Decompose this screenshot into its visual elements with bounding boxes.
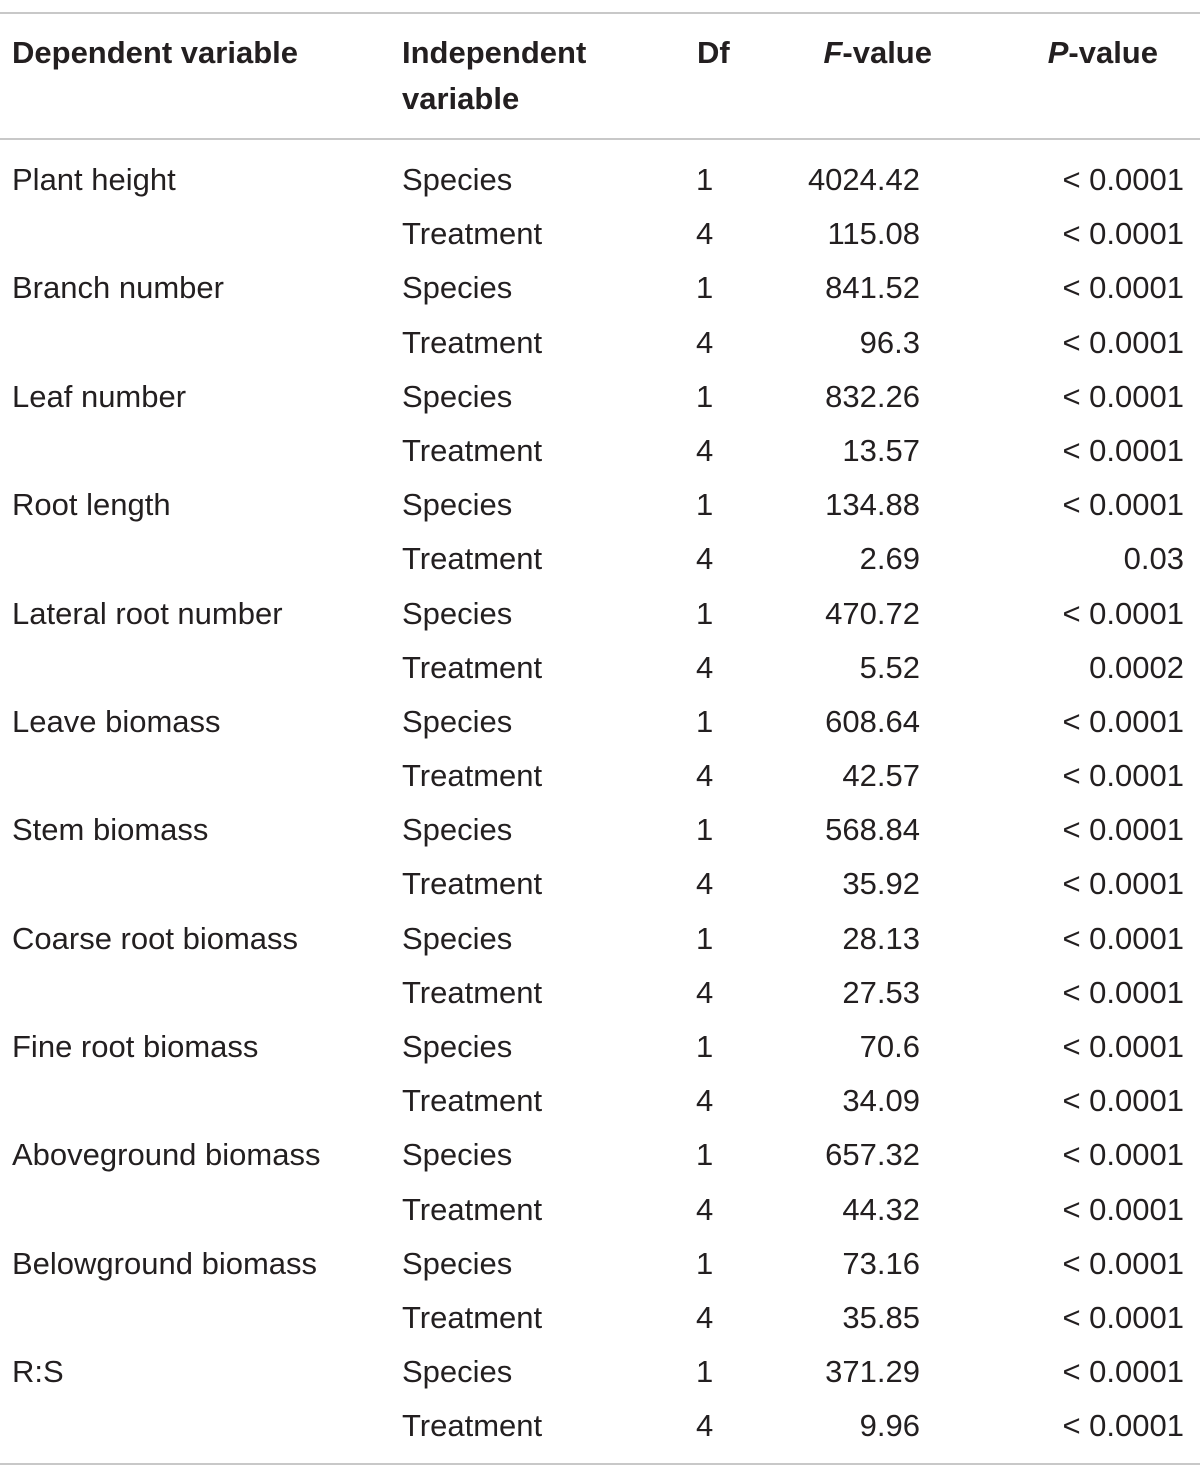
cell-f-value: 13.57	[842, 432, 920, 468]
cell-p-value: < 0.0001	[1062, 812, 1184, 848]
cell-p-value: < 0.0001	[1062, 1029, 1184, 1064]
table-row	[0, 1128, 1200, 1182]
cell-f-value: 42.57	[842, 758, 920, 794]
table-row	[0, 1291, 1200, 1345]
cell-p-value: < 0.0001	[1062, 1354, 1184, 1390]
cell-f-value: 371.29	[825, 1354, 920, 1390]
cell-independent-variable: Species	[402, 378, 513, 414]
cell-independent-variable: Species	[402, 487, 513, 523]
cell-df: 4	[696, 1408, 714, 1444]
table-row	[0, 587, 1200, 641]
cell-f-value: 2.69	[859, 541, 920, 577]
table-row	[0, 857, 1200, 911]
cell-dependent-variable: Leave biomass	[12, 703, 221, 739]
table-row	[0, 695, 1200, 749]
header-independent-line1: Independent	[402, 35, 587, 70]
header-independent-variable	[402, 30, 642, 122]
cell-f-value: 35.92	[842, 866, 920, 902]
cell-f-value: 34.09	[842, 1083, 920, 1119]
cell-p-value: < 0.0001	[1062, 1408, 1184, 1444]
cell-independent-variable: Treatment	[402, 974, 543, 1010]
header-dependent-variable: Dependent variable	[12, 35, 298, 70]
header-f-rest: -value	[842, 35, 932, 70]
cell-dependent-variable: Aboveground biomass	[12, 1137, 321, 1173]
table-row	[0, 1074, 1200, 1128]
cell-p-value: < 0.0001	[1062, 1245, 1184, 1281]
table-row	[0, 532, 1200, 586]
cell-p-value: < 0.0001	[1062, 324, 1184, 360]
header-f-value	[780, 30, 932, 76]
cell-p-value: < 0.0001	[1062, 703, 1184, 739]
cell-p-value: < 0.0001	[1062, 758, 1184, 794]
header-independent-line2: variable	[402, 81, 520, 116]
table-row	[0, 912, 1200, 966]
cell-p-value: < 0.0001	[1062, 866, 1184, 902]
table-row	[0, 641, 1200, 695]
table-row	[0, 261, 1200, 315]
cell-independent-variable: Treatment	[402, 216, 543, 252]
cell-f-value: 608.64	[825, 703, 920, 739]
cell-p-value: < 0.0001	[1062, 216, 1184, 252]
header-p-value	[1000, 30, 1158, 76]
cell-p-value: 0.0002	[1089, 649, 1184, 685]
cell-independent-variable: Treatment	[402, 324, 543, 360]
cell-dependent-variable: Coarse root biomass	[12, 920, 299, 956]
cell-df: 4	[696, 758, 714, 794]
cell-p-value: < 0.0001	[1062, 162, 1184, 197]
cell-dependent-variable: R:S	[12, 1354, 64, 1390]
cell-p-value: < 0.0001	[1062, 920, 1184, 956]
cell-p-value: < 0.0001	[1062, 1299, 1184, 1335]
cell-p-value: < 0.0001	[1062, 1137, 1184, 1173]
cell-independent-variable: Treatment	[402, 1299, 543, 1335]
cell-f-value: 35.85	[842, 1299, 920, 1335]
cell-independent-variable: Treatment	[402, 1408, 543, 1444]
header-p-italic: P	[1047, 35, 1069, 70]
table-row	[0, 1183, 1200, 1237]
cell-independent-variable: Treatment	[402, 1083, 543, 1119]
cell-df: 1	[696, 270, 714, 306]
cell-independent-variable: Species	[402, 1137, 513, 1173]
cell-df: 1	[696, 920, 714, 956]
cell-independent-variable: Species	[402, 703, 513, 739]
cell-dependent-variable: Lateral root number	[12, 595, 283, 631]
cell-df: 1	[696, 1354, 714, 1390]
cell-independent-variable: Treatment	[402, 649, 543, 685]
table-row	[0, 207, 1200, 261]
cell-df: 1	[696, 812, 714, 848]
table-header	[0, 30, 1200, 130]
cell-f-value: 568.84	[825, 812, 920, 848]
cell-dependent-variable: Branch number	[12, 270, 224, 306]
cell-independent-variable: Species	[402, 812, 513, 848]
cell-dependent-variable: Belowground biomass	[12, 1245, 318, 1281]
cell-independent-variable: Species	[402, 162, 513, 197]
cell-p-value: < 0.0001	[1062, 487, 1184, 523]
cell-df: 1	[696, 162, 714, 197]
cell-df: 4	[696, 1299, 714, 1335]
table-row	[0, 370, 1200, 424]
cell-f-value: 134.88	[825, 487, 920, 523]
cell-f-value: 9.96	[859, 1408, 920, 1444]
cell-dependent-variable: Stem biomass	[12, 812, 209, 848]
cell-dependent-variable: Root length	[12, 487, 171, 523]
cell-independent-variable: Treatment	[402, 1191, 543, 1227]
cell-f-value: 96.3	[859, 324, 920, 360]
cell-p-value: < 0.0001	[1062, 378, 1184, 414]
cell-df: 4	[696, 216, 714, 252]
cell-independent-variable: Species	[402, 270, 513, 306]
cell-df: 1	[696, 1245, 714, 1281]
table-row	[0, 1237, 1200, 1291]
cell-df: 4	[696, 1191, 714, 1227]
cell-f-value: 657.32	[825, 1137, 920, 1173]
cell-p-value: < 0.0001	[1062, 1191, 1184, 1227]
cell-independent-variable: Species	[402, 595, 513, 631]
cell-df: 1	[696, 378, 714, 414]
cell-f-value: 28.13	[842, 920, 920, 956]
cell-df: 1	[696, 1137, 714, 1173]
table-row	[0, 1345, 1200, 1399]
table-row	[0, 803, 1200, 857]
cell-df: 1	[696, 703, 714, 739]
cell-p-value: 0.03	[1123, 541, 1184, 577]
cell-p-value: < 0.0001	[1062, 595, 1184, 631]
cell-f-value: 27.53	[842, 974, 920, 1010]
table-row	[0, 478, 1200, 532]
cell-f-value: 115.08	[827, 216, 920, 252]
cell-df: 1	[696, 1029, 714, 1064]
table-header-rule	[0, 138, 1200, 140]
cell-df: 4	[696, 541, 714, 577]
cell-df: 4	[696, 649, 714, 685]
cell-df: 1	[696, 595, 714, 631]
cell-dependent-variable: Plant height	[12, 162, 176, 197]
cell-f-value: 70.6	[859, 1029, 920, 1064]
cell-p-value: < 0.0001	[1062, 974, 1184, 1010]
cell-independent-variable: Species	[402, 920, 513, 956]
cell-p-value: < 0.0001	[1062, 270, 1184, 306]
cell-independent-variable: Species	[402, 1245, 513, 1281]
table-bottom-rule	[0, 1463, 1200, 1465]
cell-f-value: 44.32	[842, 1191, 920, 1227]
cell-f-value: 73.16	[842, 1245, 920, 1281]
cell-f-value: 4024.42	[807, 162, 920, 197]
cell-independent-variable: Species	[402, 1354, 513, 1390]
cell-df: 4	[696, 974, 714, 1010]
cell-df: 4	[696, 866, 714, 902]
table-row	[0, 424, 1200, 478]
cell-dependent-variable: Fine root biomass	[12, 1029, 259, 1064]
cell-p-value: < 0.0001	[1062, 1083, 1184, 1119]
table-row	[0, 316, 1200, 370]
cell-independent-variable: Treatment	[402, 541, 543, 577]
cell-f-value: 832.26	[825, 378, 920, 414]
table-row	[0, 153, 1200, 207]
cell-independent-variable: Treatment	[402, 866, 543, 902]
header-df: Df	[697, 35, 730, 70]
header-f-italic: F	[823, 35, 843, 70]
cell-f-value: 5.52	[859, 649, 920, 685]
cell-df: 4	[696, 1083, 714, 1119]
cell-dependent-variable: Leaf number	[12, 378, 187, 414]
cell-f-value: 841.52	[825, 270, 920, 306]
cell-p-value: < 0.0001	[1062, 432, 1184, 468]
cell-df: 1	[696, 487, 714, 523]
cell-df: 4	[696, 432, 714, 468]
table-body	[0, 153, 1200, 1454]
cell-independent-variable: Species	[402, 1029, 513, 1064]
table-row	[0, 966, 1200, 1020]
table-row	[0, 1399, 1200, 1453]
table-top-rule	[0, 12, 1200, 14]
cell-df: 4	[696, 324, 714, 360]
cell-f-value: 470.72	[825, 595, 920, 631]
table-row	[0, 749, 1200, 803]
table-row	[0, 1020, 1200, 1074]
cell-independent-variable: Treatment	[402, 432, 543, 468]
header-p-rest: -value	[1068, 35, 1158, 70]
cell-independent-variable: Treatment	[402, 758, 543, 794]
